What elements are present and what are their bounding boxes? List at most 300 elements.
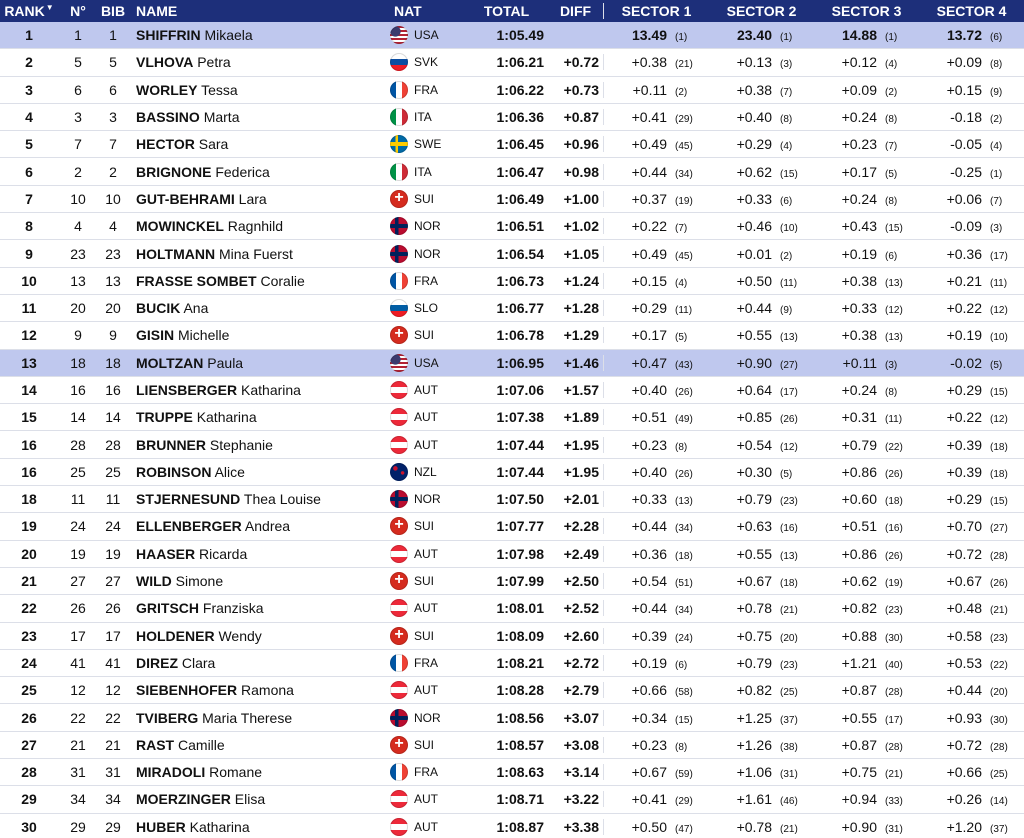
sector-time: +0.78 — [736, 818, 772, 835]
sector-2-cell — [709, 464, 814, 480]
sector-rank: (30) — [990, 714, 1008, 726]
nation-code: NOR — [414, 219, 441, 234]
sector-time: +0.67 — [946, 573, 982, 590]
sector-rank: (51) — [675, 578, 693, 590]
nation-cell — [390, 517, 465, 535]
athlete-name-cell[interactable] — [128, 54, 390, 70]
slo-flag-icon — [390, 299, 408, 317]
sector-time: +0.55 — [841, 709, 877, 726]
athlete-name-cell[interactable] — [128, 300, 390, 316]
sector-rank: (26) — [675, 387, 693, 398]
table-row[interactable] — [0, 268, 1024, 295]
diff-cell: +2.52 — [548, 600, 604, 616]
table-row[interactable] — [0, 677, 1024, 704]
sector-rank: (22) — [885, 441, 903, 453]
sector-rank: (12) — [990, 305, 1008, 317]
athlete-name-cell[interactable] — [128, 191, 390, 207]
sector-rank: (2) — [990, 114, 1003, 126]
diff-column-header[interactable]: DIFF — [548, 3, 604, 19]
bib-cell: 7 — [109, 136, 117, 153]
sector-time: +0.54 — [631, 573, 667, 590]
table-row[interactable] — [0, 49, 1024, 76]
sector-rank: (21) — [675, 59, 693, 71]
last-name: VLHOVA — [136, 54, 194, 71]
athlete-name-cell[interactable] — [128, 109, 390, 125]
sector-1-column-header[interactable]: SECTOR 1 — [621, 3, 692, 19]
total-time-cell: 1:06.21 — [496, 54, 544, 71]
athlete-name-cell[interactable] — [128, 136, 390, 152]
sector-2-cell — [709, 737, 814, 753]
sector-rank: (4) — [675, 277, 688, 289]
sector-time: +0.87 — [841, 682, 877, 699]
sector-rank: (19) — [675, 195, 693, 207]
nation-cell — [390, 381, 465, 399]
table-row[interactable] — [0, 595, 1024, 622]
sector-rank: (7) — [780, 86, 793, 98]
sector-3-column-header[interactable]: SECTOR 3 — [831, 3, 902, 19]
ita-flag-icon — [390, 163, 408, 181]
fra-flag-icon — [390, 272, 408, 290]
diff-cell: +1.95 — [548, 464, 604, 480]
diff-cell: +1.46 — [548, 355, 604, 371]
table-row[interactable] — [0, 486, 1024, 513]
fra-flag-icon — [390, 654, 408, 672]
last-name: MIRADOLI — [136, 764, 206, 781]
total-time-cell: 1:07.98 — [496, 545, 544, 562]
sector-time: 13.72 — [946, 27, 982, 44]
start-number-cell: 29 — [70, 818, 86, 835]
total-time-cell: 1:07.06 — [496, 382, 544, 398]
sector-2-cell — [709, 109, 814, 125]
bib-cell: 6 — [109, 81, 117, 98]
sector-rank: (3) — [990, 223, 1003, 235]
table-row[interactable] — [0, 759, 1024, 786]
sector-time: +0.90 — [841, 818, 877, 835]
nation-code: AUT — [414, 601, 438, 616]
table-row[interactable] — [0, 295, 1024, 322]
start-number-cell: 18 — [70, 354, 86, 371]
athlete-name-cell[interactable] — [128, 82, 390, 98]
athlete-name-cell[interactable] — [128, 682, 390, 698]
sector-time: +0.75 — [736, 627, 772, 644]
first-name: Romane — [209, 764, 263, 781]
nation-cell — [390, 299, 465, 317]
diff-cell: +1.57 — [548, 382, 604, 398]
sector-1-cell — [604, 710, 709, 726]
athlete-name-cell[interactable] — [128, 819, 390, 835]
bib-cell: 26 — [105, 600, 121, 617]
total-time-cell: 1:06.36 — [496, 109, 544, 126]
sector-time: +0.50 — [631, 818, 667, 835]
athlete-name-cell[interactable] — [128, 764, 390, 780]
sector-2-cell — [709, 518, 814, 534]
sector-time: +0.48 — [946, 600, 982, 617]
sector-3-cell — [814, 546, 919, 562]
start-number-cell: 14 — [70, 409, 86, 426]
nation-code: AUT — [414, 683, 438, 698]
table-row[interactable] — [0, 814, 1024, 838]
diff-cell: +0.87 — [548, 109, 604, 125]
table-row[interactable] — [0, 650, 1024, 677]
sector-time: +0.39 — [946, 463, 982, 480]
sector-time: +0.53 — [946, 654, 982, 671]
table-row[interactable] — [0, 22, 1024, 49]
sector-rank: (11) — [990, 277, 1008, 289]
nzl-flag-icon — [390, 463, 408, 481]
table-row[interactable] — [0, 459, 1024, 486]
nation-code: AUT — [414, 410, 438, 425]
sector-time: +0.88 — [841, 627, 877, 644]
table-row[interactable] — [0, 431, 1024, 458]
sector-1-cell — [604, 82, 709, 98]
sector-time: +0.55 — [736, 327, 772, 344]
sector-rank: (13) — [885, 332, 903, 344]
sector-time: +0.26 — [946, 791, 982, 808]
bib-cell: 14 — [105, 409, 121, 426]
sector-rank: (18) — [990, 441, 1008, 453]
rank-cell: 16 — [21, 463, 37, 480]
nation-code: FRA — [414, 82, 438, 97]
athlete-name-cell[interactable] — [128, 355, 390, 371]
sector-time: +0.23 — [631, 436, 667, 453]
start-number-cell: 6 — [74, 81, 82, 98]
bib-cell: 9 — [109, 327, 117, 344]
sector-time: +0.44 — [631, 518, 667, 535]
sector-1-cell — [604, 355, 709, 371]
table-row[interactable] — [0, 77, 1024, 104]
sector-time: +1.61 — [736, 791, 772, 808]
table-row[interactable] — [0, 404, 1024, 431]
table-row[interactable] — [0, 513, 1024, 540]
athlete-name-cell[interactable] — [128, 273, 390, 289]
sector-rank: (8) — [990, 59, 1003, 71]
sector-time: +0.29 — [736, 136, 772, 153]
sector-time: -0.09 — [950, 218, 982, 235]
table-row[interactable] — [0, 623, 1024, 650]
total-time-cell: 1:06.49 — [496, 190, 544, 207]
sector-rank: (37) — [990, 823, 1008, 835]
diff-cell: +1.02 — [548, 218, 604, 234]
total-time-cell: 1:07.77 — [496, 518, 544, 535]
sector-rank: (5) — [675, 332, 688, 344]
table-row[interactable] — [0, 541, 1024, 568]
sector-time: +0.41 — [631, 791, 667, 808]
sector-time: +0.15 — [946, 81, 982, 98]
athlete-name-cell[interactable] — [128, 409, 390, 425]
nation-cell — [390, 818, 465, 836]
total-column-header[interactable]: TOTAL — [483, 3, 530, 19]
first-name: Ana — [183, 300, 209, 317]
nation-code: AUT — [414, 383, 438, 397]
sector-time: +0.09 — [946, 54, 982, 71]
sector-rank: (26) — [885, 550, 903, 562]
nation-cell — [390, 245, 465, 263]
sector-2-cell — [709, 655, 814, 671]
table-row[interactable] — [0, 568, 1024, 595]
sector-4-cell — [919, 710, 1024, 726]
last-name: ROBINSON — [136, 463, 212, 480]
sector-rank: (22) — [990, 659, 1008, 671]
sector-4-cell — [919, 464, 1024, 480]
sector-rank: (26) — [990, 578, 1008, 590]
total-time-cell: 1:06.22 — [496, 81, 544, 98]
sector-1-cell — [604, 628, 709, 644]
sector-3-cell — [814, 82, 919, 98]
athlete-name-cell[interactable] — [128, 246, 390, 262]
sector-4-cell — [919, 491, 1024, 507]
sector-time: +0.50 — [736, 272, 772, 289]
nation-code: NOR — [414, 246, 441, 261]
athlete-name-cell[interactable] — [128, 491, 390, 507]
athlete-name-cell[interactable] — [128, 628, 390, 644]
athlete-name-cell[interactable] — [128, 600, 390, 616]
athlete-name-cell[interactable] — [128, 164, 390, 180]
first-name: Simone — [175, 573, 224, 590]
athlete-name-cell[interactable] — [128, 573, 390, 589]
start-number-cell: 5 — [74, 54, 82, 71]
total-time-cell: 1:06.54 — [496, 245, 544, 262]
aut-flag-icon — [390, 599, 408, 617]
athlete-name-cell[interactable] — [128, 464, 390, 480]
first-name: Coralie — [260, 272, 305, 289]
sector-rank: (15) — [780, 168, 798, 180]
sector-4-cell — [919, 546, 1024, 562]
rank-cell: 19 — [21, 518, 37, 535]
athlete-name-cell[interactable] — [128, 382, 390, 398]
sector-rank: (18) — [780, 578, 798, 590]
nat-column-header[interactable]: NAT — [394, 3, 422, 19]
last-name: BASSINO — [136, 109, 200, 126]
sector-time: -0.18 — [950, 109, 982, 126]
athlete-name-cell[interactable] — [128, 791, 390, 807]
sector-2-column-header[interactable]: SECTOR 2 — [726, 3, 797, 19]
sector-rank: (7) — [990, 195, 1003, 207]
sector-time: +0.33 — [736, 190, 772, 207]
table-row[interactable] — [0, 732, 1024, 759]
rank-cell: 4 — [25, 109, 33, 126]
rank-cell: 16 — [21, 436, 37, 453]
athlete-name-cell[interactable] — [128, 218, 390, 234]
sector-time: +0.36 — [946, 245, 982, 262]
nation-code: AUT — [414, 819, 438, 834]
sector-3-cell — [814, 573, 919, 589]
bib-column-header[interactable]: BIB — [100, 3, 126, 19]
sector-3-cell — [814, 737, 919, 753]
sector-rank: (17) — [780, 387, 798, 398]
rank-cell: 24 — [21, 654, 37, 671]
sector-4-cell — [919, 109, 1024, 125]
sector-rank: (21) — [780, 605, 798, 617]
sector-rank: (23) — [990, 632, 1008, 644]
sector-3-cell — [814, 464, 919, 480]
nation-code: AUT — [414, 792, 438, 807]
sector-2-cell — [709, 600, 814, 616]
sector-rank: (24) — [675, 632, 693, 644]
sector-2-cell — [709, 710, 814, 726]
table-row[interactable] — [0, 350, 1024, 377]
fra-flag-icon — [390, 81, 408, 99]
table-row[interactable] — [0, 322, 1024, 349]
sector-time: +0.38 — [736, 81, 772, 98]
sector-rank: (11) — [780, 277, 798, 289]
athlete-name-cell[interactable] — [128, 655, 390, 671]
sector-1-cell — [604, 464, 709, 480]
diff-cell: +2.72 — [548, 655, 604, 671]
first-name: Tessa — [201, 81, 238, 98]
start-number-cell: 31 — [70, 764, 86, 781]
sector-time: +0.67 — [631, 764, 667, 781]
sector-4-cell — [919, 409, 1024, 425]
sector-time: +0.15 — [631, 272, 667, 289]
sector-4-cell — [919, 573, 1024, 589]
sector-3-cell — [814, 54, 919, 70]
last-name: STJERNESUND — [136, 491, 241, 508]
sector-time: +0.36 — [631, 545, 667, 562]
sector-1-cell — [604, 327, 709, 343]
sector-rank: (15) — [990, 496, 1008, 508]
sector-rank: (23) — [780, 496, 798, 508]
table-row[interactable] — [0, 131, 1024, 158]
sector-rank: (12) — [990, 414, 1008, 426]
start-number-cell: 17 — [70, 627, 86, 644]
nation-code: NZL — [414, 464, 437, 479]
sector-4-cell — [919, 355, 1024, 371]
diff-cell: +0.96 — [548, 136, 604, 152]
sector-3-cell — [814, 655, 919, 671]
table-row[interactable] — [0, 213, 1024, 240]
athlete-name-cell[interactable] — [128, 546, 390, 562]
bib-cell: 5 — [109, 54, 117, 71]
athlete-name-cell[interactable] — [128, 327, 390, 343]
athlete-name-cell[interactable] — [128, 518, 390, 534]
sector-time: +0.17 — [631, 327, 667, 344]
table-row[interactable] — [0, 186, 1024, 213]
sector-2-cell — [709, 355, 814, 371]
sector-rank: (26) — [675, 468, 693, 480]
table-row[interactable] — [0, 158, 1024, 185]
table-row[interactable] — [0, 786, 1024, 813]
start-number-cell: 1 — [74, 27, 82, 44]
sector-rank: (4) — [990, 141, 1003, 153]
table-row[interactable] — [0, 704, 1024, 731]
aut-flag-icon — [390, 818, 408, 836]
rank-cell: 15 — [21, 409, 37, 426]
sector-1-cell — [604, 491, 709, 507]
sector-time: +0.85 — [736, 409, 772, 426]
sector-4-cell — [919, 600, 1024, 616]
sector-1-cell — [604, 764, 709, 780]
last-name: MOLTZAN — [136, 354, 204, 371]
sector-4-cell — [919, 737, 1024, 753]
diff-cell: +1.24 — [548, 273, 604, 289]
nation-cell — [390, 108, 465, 126]
last-name: TVIBERG — [136, 709, 199, 726]
total-time-cell: 1:05.49 — [496, 27, 544, 44]
sector-time: +0.40 — [736, 109, 772, 126]
start-number-cell: 19 — [70, 545, 86, 562]
athlete-name-cell[interactable] — [128, 437, 390, 453]
sector-time: +0.64 — [736, 382, 772, 398]
diff-cell: +3.14 — [548, 764, 604, 780]
sector-2-cell — [709, 491, 814, 507]
first-name: Alice — [214, 463, 245, 480]
sector-time: +0.54 — [736, 436, 772, 453]
sector-1-cell — [604, 682, 709, 698]
sector-4-column-header[interactable]: SECTOR 4 — [936, 3, 1007, 19]
total-time-cell: 1:06.77 — [496, 300, 544, 317]
aut-flag-icon — [390, 436, 408, 454]
last-name: HAASER — [136, 545, 196, 562]
nation-cell — [390, 81, 465, 99]
start-number-cell: 16 — [70, 382, 86, 398]
athlete-name-cell[interactable] — [128, 27, 390, 43]
first-name: Lara — [238, 190, 267, 207]
athlete-name-cell[interactable] — [128, 737, 390, 753]
sector-time: +0.30 — [736, 463, 772, 480]
table-row[interactable] — [0, 240, 1024, 267]
sector-rank: (1) — [675, 32, 688, 44]
aut-flag-icon — [390, 790, 408, 808]
nation-cell — [390, 354, 465, 372]
sector-time: -0.25 — [950, 163, 982, 180]
sector-1-cell — [604, 164, 709, 180]
start-number-cell: 23 — [70, 245, 86, 262]
name-column-header[interactable]: NAME — [136, 3, 178, 19]
rank-column-header[interactable] — [0, 3, 58, 19]
sector-3-cell — [814, 819, 919, 835]
athlete-name-cell[interactable] — [128, 710, 390, 726]
sector-time: +0.44 — [631, 163, 667, 180]
first-name: Paula — [207, 354, 244, 371]
sector-rank: (12) — [780, 441, 798, 453]
sui-flag-icon — [390, 517, 408, 535]
sector-1-cell — [604, 600, 709, 616]
nor-flag-icon — [390, 490, 408, 508]
rank-cell: 12 — [21, 327, 37, 344]
sector-rank: (2) — [885, 86, 898, 98]
sector-rank: (16) — [780, 523, 798, 535]
sector-rank: (11) — [885, 414, 903, 426]
sector-time: -0.05 — [950, 136, 982, 153]
rank-cell: 23 — [21, 627, 37, 644]
sector-time: +0.40 — [631, 382, 667, 398]
sector-rank: (25) — [780, 687, 798, 699]
sector-time: +0.87 — [841, 736, 877, 753]
start-number-cell: 20 — [70, 300, 86, 317]
sector-time: +0.13 — [736, 54, 772, 71]
sector-4-cell — [919, 300, 1024, 316]
nation-cell — [390, 436, 465, 454]
table-row[interactable] — [0, 377, 1024, 404]
sector-rank: (2) — [780, 250, 793, 262]
ita-flag-icon — [390, 108, 408, 126]
first-name: Marta — [203, 109, 240, 126]
sector-rank: (12) — [885, 305, 903, 317]
bib-cell: 10 — [105, 190, 121, 207]
last-name: GRITSCH — [136, 600, 199, 617]
sector-1-cell — [604, 382, 709, 398]
sector-time: +0.51 — [631, 409, 667, 426]
n-column-header[interactable]: N° — [70, 3, 86, 19]
last-name: FRASSE SOMBET — [136, 272, 257, 289]
last-name: HECTOR — [136, 136, 195, 153]
sector-rank: (59) — [675, 769, 693, 781]
rank-cell: 26 — [21, 709, 37, 726]
sector-2-cell — [709, 54, 814, 70]
table-row[interactable] — [0, 104, 1024, 131]
start-number-cell: 4 — [74, 218, 82, 235]
sector-3-cell — [814, 327, 919, 343]
